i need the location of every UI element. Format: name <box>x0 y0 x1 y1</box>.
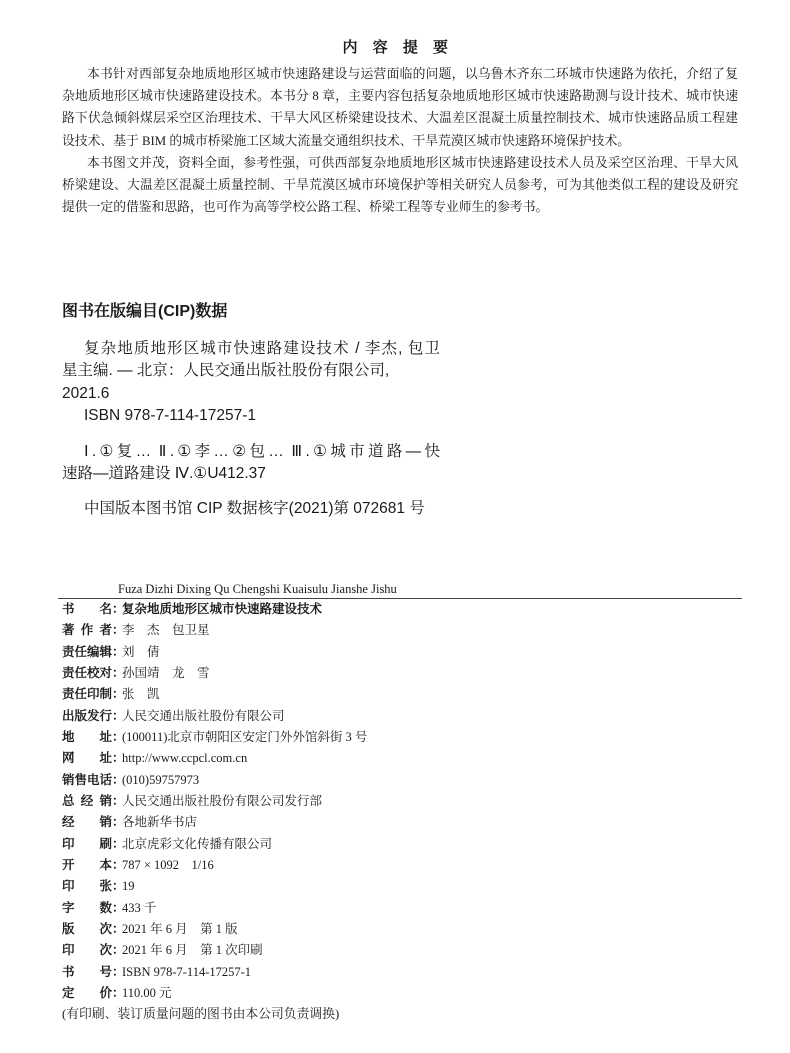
imprint-label: 责任校对 <box>62 665 113 680</box>
imprint-label: 版 次 <box>62 921 113 936</box>
imprint-colon: ： <box>112 857 125 872</box>
imprint-colon: ： <box>112 793 125 808</box>
imprint-row-authors <box>62 620 742 641</box>
imprint-value: (100011)北京市朝阳区安定门外外馆斜街 3 号 <box>122 729 368 744</box>
imprint-label: 责任印制 <box>62 687 113 702</box>
imprint-colon: ： <box>112 964 125 979</box>
imprint-row-publisher <box>62 706 742 727</box>
summary-line: 杂地质地形区城市快速路建设技术。本书分 8 章，主要内容包括复杂地质地形区城市快速路勘测与设计技术、城市快速 <box>62 89 738 104</box>
imprint-colon: ： <box>112 687 125 702</box>
imprint-label: 总 经 销 <box>62 793 112 808</box>
imprint-colon: ： <box>112 708 125 723</box>
imprint-label: 著 作 者 <box>62 623 112 638</box>
summary-body <box>62 63 738 218</box>
imprint-colon: ： <box>112 665 125 680</box>
imprint-label: 印 次 <box>62 943 113 958</box>
imprint-label: 地 址 <box>62 729 113 744</box>
imprint-colon: ： <box>112 602 125 616</box>
imprint-value: 孙国靖 龙 雪 <box>122 665 210 680</box>
quality-note: (有印刷、装订质量问题的图书由本公司负责调换) <box>62 1007 340 1021</box>
pinyin-title: Fuza Dizhi Dixing Qu Chengshi Kuaisulu Jianshe Jishu <box>118 582 397 596</box>
imprint-row-sales-phone <box>62 770 742 791</box>
imprint-colon: ： <box>112 623 125 638</box>
imprint-colon: ： <box>112 836 125 851</box>
imprint-colon: ： <box>112 985 125 1000</box>
summary-line: 本书图文并茂，资料全面，参考性强，可供西部复杂地质地形区城市快速路建设技术人员及采空区治理、干旱大风 <box>87 155 738 170</box>
imprint-row-format <box>62 855 742 876</box>
imprint-row-distributor <box>62 812 742 833</box>
imprint-value: 2021 年 6 月 第 1 次印刷 <box>122 943 263 958</box>
imprint-label: 印 刷 <box>62 836 113 851</box>
imprint-row-word-count <box>62 898 742 919</box>
imprint-value: 北京虎彩文化传播有限公司 <box>122 836 273 851</box>
imprint-label: 书 号 <box>62 964 113 979</box>
imprint-colon: ： <box>112 943 125 958</box>
imprint-colon: ： <box>112 772 125 787</box>
imprint-row-printer <box>62 834 742 855</box>
imprint-table <box>62 599 742 1004</box>
cip-entry-date: 2021.6 <box>62 385 110 402</box>
imprint-value: 787 × 1092 1/16 <box>122 857 214 872</box>
imprint-value: 各地新华书店 <box>122 815 198 830</box>
imprint-label: 定 价 <box>62 985 113 1000</box>
imprint-value: ISBN 978-7-114-17257-1 <box>122 964 252 979</box>
imprint-label: 销售电话 <box>62 772 113 787</box>
summary-line: 提供一定的借鉴和思路，也可作为高等学校公路工程、桥梁工程等专业师生的参考书。 <box>62 200 549 215</box>
imprint-value: 2021 年 6 月 第 1 版 <box>122 921 238 936</box>
imprint-row-title <box>62 599 742 620</box>
imprint-value: (010)59757973 <box>122 772 200 787</box>
imprint-label: 责任编辑 <box>62 644 113 659</box>
imprint-colon: ： <box>112 729 125 744</box>
cip-entry-title-authors: 复杂地质地形区城市快速路建设技术 / 李杰, 包卫 <box>84 340 440 357</box>
imprint-row-website <box>62 748 742 769</box>
imprint-value: http://www.ccpcl.com.cn <box>122 751 248 766</box>
imprint-row-isbn <box>62 962 742 983</box>
cip-entry-classification: 速路—道路建设 Ⅳ.①U412.37 <box>62 465 266 482</box>
imprint-colon: ： <box>112 815 125 830</box>
imprint-colon: ： <box>112 900 125 915</box>
cip-entry-isbn: ISBN 978-7-114-17257-1 <box>84 407 257 424</box>
imprint-row-sheets <box>62 876 742 897</box>
cip-entry-subjects: Ⅰ.①复… Ⅱ.①李…②包… Ⅲ.①城市道路—快 <box>84 443 440 460</box>
cip-entry-record-number: 中国版本图书馆 CIP 数据核字(2021)第 072681 号 <box>84 500 425 517</box>
imprint-row-editor <box>62 642 742 663</box>
imprint-value: 人民交通出版社股份有限公司 <box>122 708 285 723</box>
imprint-label: 字 数 <box>62 900 113 915</box>
imprint-colon: ： <box>112 879 125 894</box>
imprint-colon: ： <box>112 644 125 659</box>
imprint-label: 印 张 <box>62 879 113 894</box>
summary-paragraph-1 <box>62 63 738 152</box>
imprint-label: 经 销 <box>62 815 113 830</box>
cip-heading: 图书在版编目(CIP)数据 <box>62 303 228 320</box>
summary-paragraph-2 <box>62 152 738 219</box>
imprint-row-proofreaders <box>62 663 742 684</box>
imprint-label: 开 本 <box>62 857 113 872</box>
imprint-row-price <box>62 983 742 1004</box>
imprint-value: 复杂地质地形区城市快速路建设技术 <box>122 602 323 616</box>
imprint-value: 刘 倩 <box>122 644 160 659</box>
imprint-row-edition <box>62 919 742 940</box>
summary-line: 本书针对西部复杂地质地形区城市快速路建设与运营面临的问题，以乌鲁木齐东二环城市快速路为依托，介绍了复 <box>87 67 738 81</box>
summary-line: 桥梁建设、大温差区混凝土质量控制、干旱荒漠区城市环境保护等相关研究人员参考，可为其他类似工程的建设及研究 <box>62 177 738 192</box>
imprint-label: 网 址 <box>62 751 113 766</box>
imprint-row-print-supervisor <box>62 684 742 705</box>
imprint-value: 433 千 <box>122 900 157 915</box>
imprint-value: 张 凯 <box>122 687 160 702</box>
imprint-row-address <box>62 727 742 748</box>
imprint-value: 110.00 元 <box>122 985 172 1000</box>
summary-line: 路下伏急倾斜煤层采空区治理技术、干旱大风区桥梁建设技术、大温差区混凝土质量控制技术、城市快速路品质工程建 <box>62 111 738 126</box>
imprint-label: 出版发行 <box>62 708 113 723</box>
imprint-value: 李 杰 包卫星 <box>122 623 210 638</box>
imprint-value: 19 <box>122 879 135 894</box>
summary-title: 内 容 提 要 <box>342 39 454 56</box>
imprint-colon: ： <box>112 921 125 936</box>
imprint-value: 人民交通出版社股份有限公司发行部 <box>122 793 323 808</box>
imprint-row-printing <box>62 940 742 961</box>
cip-entry-publisher: 星主编. — 北京：人民交通出版社股份有限公司, <box>62 362 390 379</box>
summary-line: 设技术、基于 BIM 的城市桥梁施工区域大流量交通组织技术、干旱荒漠区城市快速路环境保护技术。 <box>62 133 631 148</box>
imprint-label: 书 名 <box>62 602 113 616</box>
imprint-row-general-distributor <box>62 791 742 812</box>
imprint-colon: ： <box>112 751 125 766</box>
